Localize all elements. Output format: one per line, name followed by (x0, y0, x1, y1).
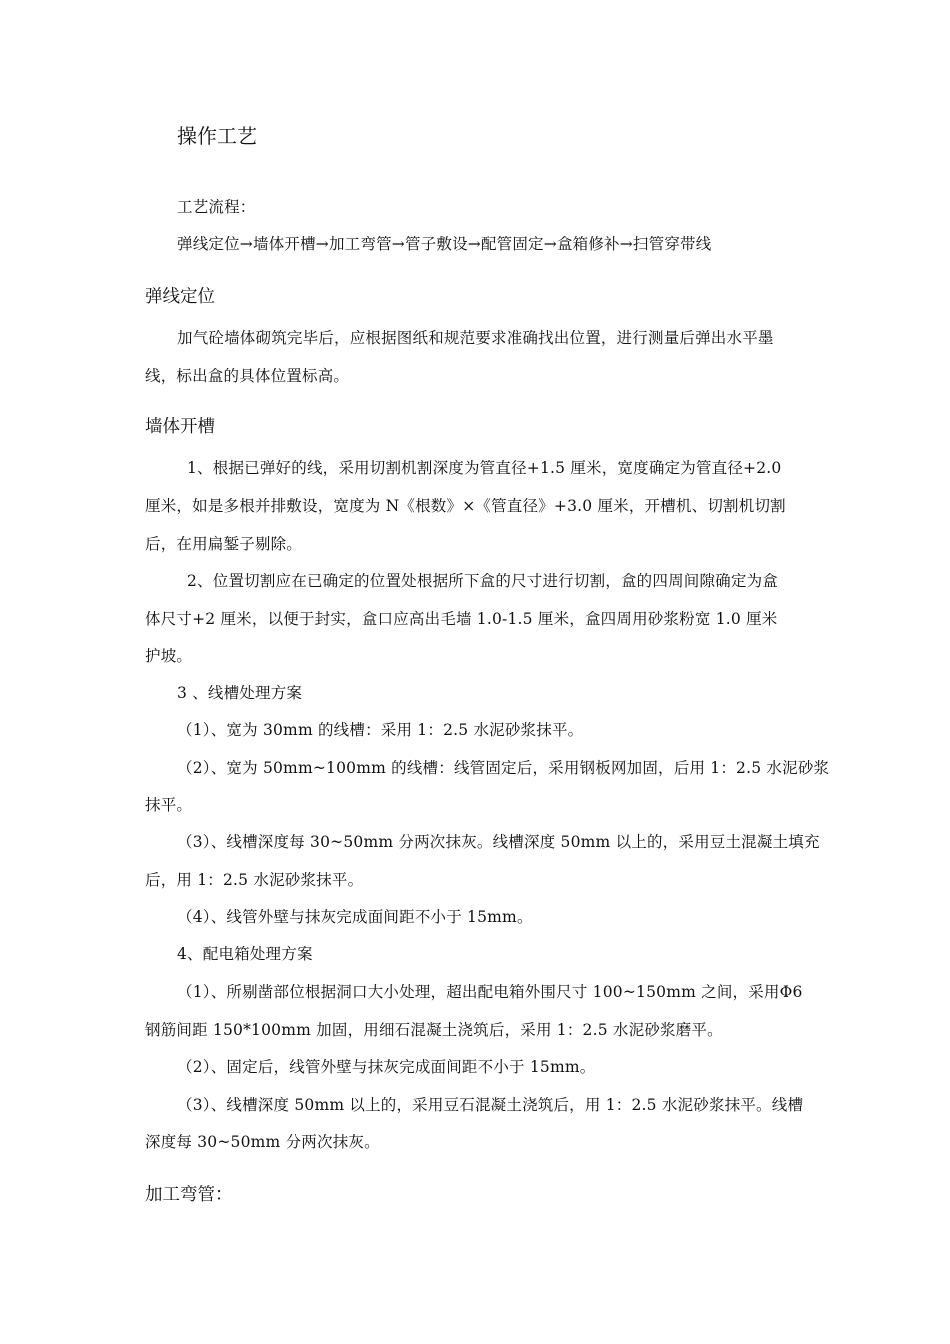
paragraph-line: 后，在用扁錾子剔除。 (145, 535, 303, 553)
paragraph-line: 钢筋间距 150*100mm 加固，用细石混凝土浇筑后，采用 1：2.5 水泥砂浆磨平。 (145, 1021, 723, 1039)
paragraph-line: 体尺寸+2 厘米，以便于封实，盒口应高出毛墙 1.0-1.5 厘米，盒四周用砂浆粉宽 1.0 厘米 (145, 610, 778, 628)
paragraph-line: 深度每 30~50mm 分两次抹灰。 (145, 1133, 380, 1151)
paragraph-line: 1、根据已弹好的线，采用切割机割深度为管直径+1.5 厘米，宽度确定为管直径+2.0 (187, 459, 782, 477)
paragraph-line: 后，用 1：2.5 水泥砂浆抹平。 (145, 871, 364, 889)
flow-steps: 弹线定位→墙体开槽→加工弯管→管子敷设→配管固定→盒箱修补→扫管穿带线 (177, 235, 712, 253)
paragraph-line: （4）、线管外壁与抹灰完成面间距不小于 15mm。 (177, 908, 533, 926)
paragraph-line: 护坡。 (145, 647, 193, 665)
paragraph-line: 线，标出盒的具体位置标高。 (145, 367, 350, 385)
section-heading-kaicao: 墙体开槽 (145, 417, 215, 437)
paragraph-line: （3）、线槽深度 50mm 以上的，采用豆石混凝土浇筑后，用 1：2.5 水泥砂浆抹平。线槽 (177, 1096, 804, 1114)
paragraph-line: 加气砼墙体砌筑完毕后，应根据图纸和规范要求准确找出位置，进行测量后弹出水平墨 (177, 329, 774, 347)
section-heading-wanguan: 加工弯管： (145, 1185, 233, 1205)
paragraph-line: （2）、宽为 50mm~100mm 的线槽：线管固定后，采用钢板网加固，后用 1：2.5 水泥砂浆 (177, 759, 830, 777)
section-heading-tanxian: 弹线定位 (145, 287, 215, 307)
paragraph-line: （2）、固定后，线管外壁与抹灰完成面间距不小于 15mm。 (177, 1058, 596, 1076)
paragraph-line: 2、位置切割应在已确定的位置处根据所下盒的尺寸进行切割，盒的四周间隙确定为盒 (187, 572, 778, 590)
paragraph-line: （1）、宽为 30mm 的线槽：采用 1：2.5 水泥砂浆抹平。 (177, 721, 584, 739)
paragraph-line: （1）、所剔凿部位根据洞口大小处理，超出配电箱外围尺寸 100~150mm 之间，采用Φ6 (177, 983, 803, 1001)
sub-heading: 3 、线槽处理方案 (177, 684, 303, 702)
page-title: 操作工艺 (177, 124, 257, 148)
paragraph-line: 抹平。 (145, 796, 193, 814)
paragraph-line: 厘米，如是多根并排敷设，宽度为 N《根数》×《管直径》+3.0 厘米，开槽机、切割机切割 (145, 497, 786, 515)
flow-label: 工艺流程： (177, 198, 256, 216)
sub-heading: 4、配电箱处理方案 (177, 945, 313, 963)
paragraph-line: （3）、线槽深度每 30~50mm 分两次抹灰。线槽深度 50mm 以上的，采用豆土混凝土填充 (177, 833, 820, 851)
